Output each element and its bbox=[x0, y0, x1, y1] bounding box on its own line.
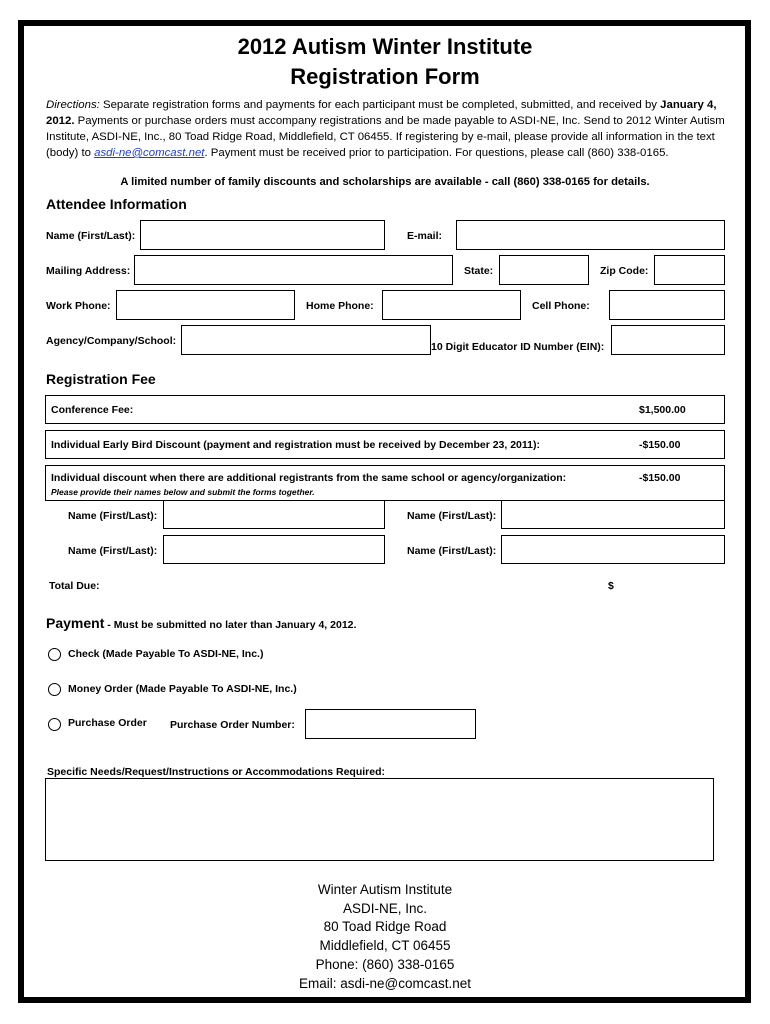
email-link[interactable]: asdi-ne@comcast.net bbox=[94, 147, 205, 159]
specific-needs-field[interactable] bbox=[45, 778, 714, 861]
work-phone-field[interactable] bbox=[116, 290, 295, 320]
footer-email: Email: asdi-ne@comcast.net bbox=[298, 975, 472, 991]
home-phone-label: Home Phone: bbox=[306, 300, 374, 312]
footer-street: 80 Toad Ridge Road bbox=[323, 919, 447, 935]
payment-deadline-note: - Must be submitted no later than January 4, 2012. bbox=[104, 619, 357, 631]
footer-org-name: Winter Autism Institute bbox=[317, 882, 453, 897]
additional-name-field-1[interactable] bbox=[163, 500, 385, 529]
footer-address bbox=[0, 881, 770, 993]
conference-fee-label: Conference Fee: bbox=[51, 404, 134, 416]
ein-field[interactable] bbox=[611, 325, 725, 355]
zip-code-label: Zip Code: bbox=[600, 265, 649, 277]
cell-phone-field[interactable] bbox=[609, 290, 725, 320]
purchase-order-number-field[interactable] bbox=[305, 709, 476, 739]
group-discount-amount: -$150.00 bbox=[639, 472, 681, 484]
attendee-heading: Attendee Information bbox=[46, 196, 187, 212]
specific-needs-label: Specific Needs/Request/Instructions or Accommodations Required: bbox=[47, 766, 386, 778]
directions-deadline: January 4, 2012. bbox=[46, 99, 717, 127]
additional-name-field-3[interactable] bbox=[163, 535, 385, 564]
agency-label: Agency/Company/School: bbox=[46, 335, 177, 347]
discount-note: A limited number of family discounts and scholarships are available - call (860) 338-0165 for details. bbox=[120, 176, 650, 188]
name-label: Name (First/Last): bbox=[46, 230, 136, 242]
directions-text-1: Separate registration forms and payments for each participant must be completed, submitted, and received by bbox=[99, 99, 661, 111]
additional-name-label-4: Name (First/Last): bbox=[407, 545, 497, 557]
footer-company: ASDI-NE, Inc. bbox=[342, 900, 428, 916]
additional-name-label-1: Name (First/Last): bbox=[68, 510, 158, 522]
check-radio[interactable] bbox=[48, 648, 61, 661]
group-discount-row bbox=[45, 465, 725, 501]
directions-text-2: Payments or purchase orders must accompany registrations and be made payable to ASDI-NE, Inc. Send to 2012 Winter Autism Institute, ASDI-NE, Inc., 80 Toad Ridge Road, Middlefield, CT 06455. If registering by e-mail, please provide all information in the text (body) to bbox=[46, 115, 725, 159]
mailing-address-field[interactable] bbox=[134, 255, 453, 285]
form-title-line2: Registration Form bbox=[290, 64, 480, 89]
cell-phone-label: Cell Phone: bbox=[532, 300, 590, 312]
directions-paragraph bbox=[46, 97, 726, 161]
directions-label: Directions: bbox=[46, 99, 100, 111]
work-phone-label: Work Phone: bbox=[46, 300, 111, 312]
purchase-order-radio[interactable] bbox=[48, 718, 61, 731]
group-discount-note: Please provide their names below and submit the forms together. bbox=[51, 487, 315, 497]
state-field[interactable] bbox=[499, 255, 589, 285]
early-bird-amount: -$150.00 bbox=[639, 439, 681, 451]
footer-phone: Phone: (860) 338-0165 bbox=[315, 956, 455, 972]
early-bird-label: Individual Early Bird Discount (payment and registration must be received by December 23, 2011): bbox=[51, 439, 540, 451]
additional-name-label-2: Name (First/Last): bbox=[407, 510, 497, 522]
additional-name-field-2[interactable] bbox=[501, 500, 725, 529]
home-phone-field[interactable] bbox=[382, 290, 521, 320]
name-field[interactable] bbox=[140, 220, 385, 250]
total-due-symbol: $ bbox=[608, 580, 614, 592]
form-title-line1: 2012 Autism Winter Institute bbox=[237, 34, 533, 59]
group-discount-label: Individual discount when there are additional registrants from the same school or agency/organization: bbox=[51, 472, 567, 484]
payment-heading-row bbox=[46, 615, 356, 633]
state-label: State: bbox=[464, 265, 494, 277]
purchase-order-number-label: Purchase Order Number: bbox=[170, 719, 295, 731]
zip-code-field[interactable] bbox=[654, 255, 725, 285]
early-bird-row bbox=[45, 430, 725, 459]
mailing-address-label: Mailing Address: bbox=[46, 265, 131, 277]
conference-fee-row bbox=[45, 395, 725, 424]
email-field[interactable] bbox=[456, 220, 725, 250]
money-order-radio[interactable] bbox=[48, 683, 61, 696]
purchase-order-label: Purchase Order bbox=[68, 717, 147, 729]
additional-name-label-3: Name (First/Last): bbox=[68, 545, 158, 557]
conference-fee-amount: $1,500.00 bbox=[639, 404, 686, 416]
registration-fee-heading: Registration Fee bbox=[46, 371, 156, 387]
footer-city: Middlefield, CT 06455 bbox=[319, 938, 451, 954]
money-order-label: Money Order (Made Payable To ASDI-NE, Inc.) bbox=[68, 683, 297, 695]
email-label: E-mail: bbox=[407, 230, 443, 242]
check-label: Check (Made Payable To ASDI-NE, Inc.) bbox=[68, 648, 264, 660]
directions-text-3: . Payment must be received prior to participation. For questions, please call (860) 338-0165. bbox=[204, 147, 669, 159]
agency-field[interactable] bbox=[181, 325, 431, 355]
total-due-label: Total Due: bbox=[49, 580, 100, 592]
ein-label: 10 Digit Educator ID Number (EIN): bbox=[431, 341, 605, 353]
additional-name-field-4[interactable] bbox=[501, 535, 725, 564]
payment-heading: Payment bbox=[46, 615, 105, 631]
